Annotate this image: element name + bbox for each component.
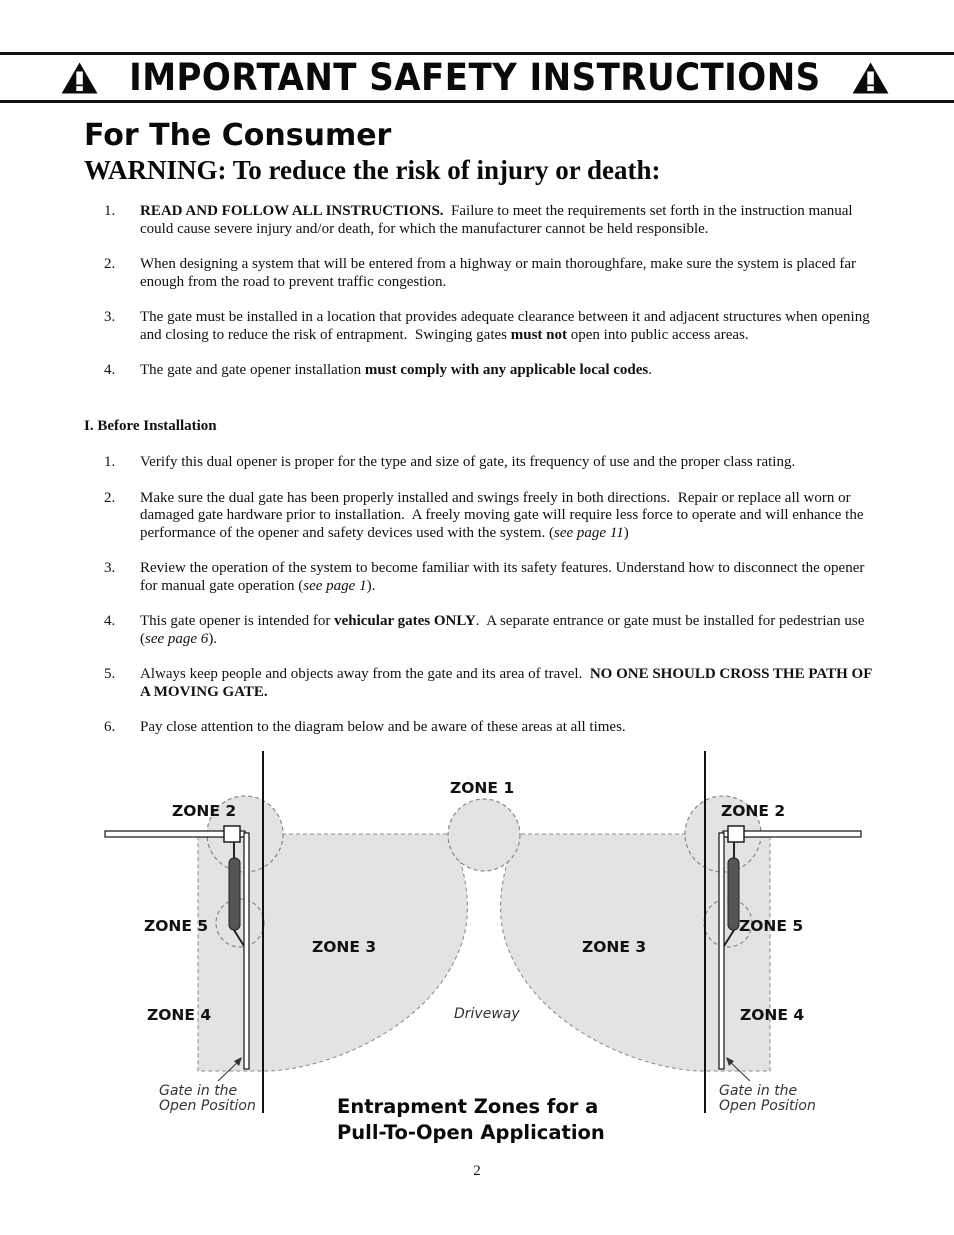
list-item: 1. Verify this dual opener is proper for the type and size of gate, its frequency of use and the proper class rating. bbox=[104, 454, 796, 470]
installation-instructions-list bbox=[84, 454, 884, 755]
zone4-right-label: ZONE 4 bbox=[740, 1006, 805, 1024]
operator-arm-right bbox=[728, 858, 739, 930]
list-item: 1. READ AND FOLLOW ALL INSTRUCTIONS. Failure to meet the requirements set forth in the instruction manual could cause severe injury and/or death, for which the manufacturer cannot be held responsible. bbox=[104, 203, 857, 237]
zone2-left-label: ZONE 2 bbox=[172, 802, 237, 820]
gate-open-label-right-line2: Open Position bbox=[719, 1098, 816, 1114]
list-item: 2. Make sure the dual gate has been properly installed and swings freely in both directions. Repair or replace all worn or damaged gate hardware prior to installation. A freely moving gate will require less force to operate and will enhance the performance of the opener and safety devices used with the system. (see page 11) bbox=[104, 489, 868, 541]
zone1-circle bbox=[448, 799, 520, 871]
list-item: 5. Always keep people and objects away from the gate and its area of travel. NO ONE SHOULD CROSS THE PATH OF A MOVING GATE. bbox=[104, 666, 872, 700]
consumer-instructions-list bbox=[84, 203, 884, 398]
warning-triangle-icon bbox=[60, 57, 99, 99]
list-item: 6. Pay close attention to the diagram below and be aware of these areas at all times. bbox=[104, 719, 626, 735]
operator-box-right bbox=[728, 826, 744, 842]
caption-line2: Pull-To-Open Application bbox=[337, 1121, 605, 1144]
diagram-caption bbox=[337, 1094, 605, 1146]
gate-right bbox=[719, 833, 724, 1069]
page-number: 2 bbox=[473, 1163, 481, 1179]
caption-line1: Entrapment Zones for a bbox=[337, 1095, 599, 1118]
gate-open-label-right-line1: Gate in the bbox=[719, 1083, 798, 1099]
list-item: 4. The gate and gate opener installation must comply with any applicable local codes. bbox=[104, 362, 653, 378]
banner-title: IMPORTANT SAFETY INSTRUCTIONS bbox=[129, 56, 821, 99]
entrapment-zones-diagram bbox=[100, 748, 870, 1118]
gate-open-label-left-line2: Open Position bbox=[159, 1098, 256, 1114]
consumer-heading: For The Consumer bbox=[84, 118, 392, 153]
driveway-label: Driveway bbox=[454, 1006, 520, 1022]
list-item: 3. The gate must be installed in a location that provides adequate clearance between it and adjacent structures when opening and closing to reduce the risk of entrapment. Swinging gates must not open into public access areas. bbox=[104, 309, 874, 343]
list-item: 2. When designing a system that will be entered from a highway or main thoroughfare, make sure the system is placed far enough from the road to prevent traffic congestion. bbox=[104, 256, 857, 290]
warning-triangle-icon bbox=[851, 57, 890, 99]
before-installation-heading: I. Before Installation bbox=[84, 418, 217, 434]
zone3-right-label: ZONE 3 bbox=[582, 938, 647, 956]
gate-open-label-left-line1: Gate in the bbox=[159, 1083, 238, 1099]
zone5-left-label: ZONE 5 bbox=[144, 917, 209, 935]
warning-heading: WARNING: To reduce the risk of injury or death: bbox=[84, 155, 661, 185]
list-item: 4. This gate opener is intended for vehicular gates ONLY. A separate entrance or gate must be installed for pedestrian use (see page 6). bbox=[104, 613, 869, 647]
zone5-right-label: ZONE 5 bbox=[739, 917, 804, 935]
zone1-label: ZONE 1 bbox=[450, 779, 515, 797]
list-item: 3. Review the operation of the system to become familiar with its safety features. Understand how to disconnect the opener for manual gate operation (see page 1). bbox=[104, 560, 865, 594]
gate-left bbox=[244, 833, 249, 1069]
operator-box-left bbox=[224, 826, 240, 842]
banner-rule-bottom bbox=[0, 100, 954, 103]
zone2-right-label: ZONE 2 bbox=[721, 802, 786, 820]
safety-banner bbox=[60, 55, 890, 100]
zone4-left-label: ZONE 4 bbox=[147, 1006, 212, 1024]
zone3-left-label: ZONE 3 bbox=[312, 938, 377, 956]
operator-arm-left bbox=[229, 858, 240, 930]
